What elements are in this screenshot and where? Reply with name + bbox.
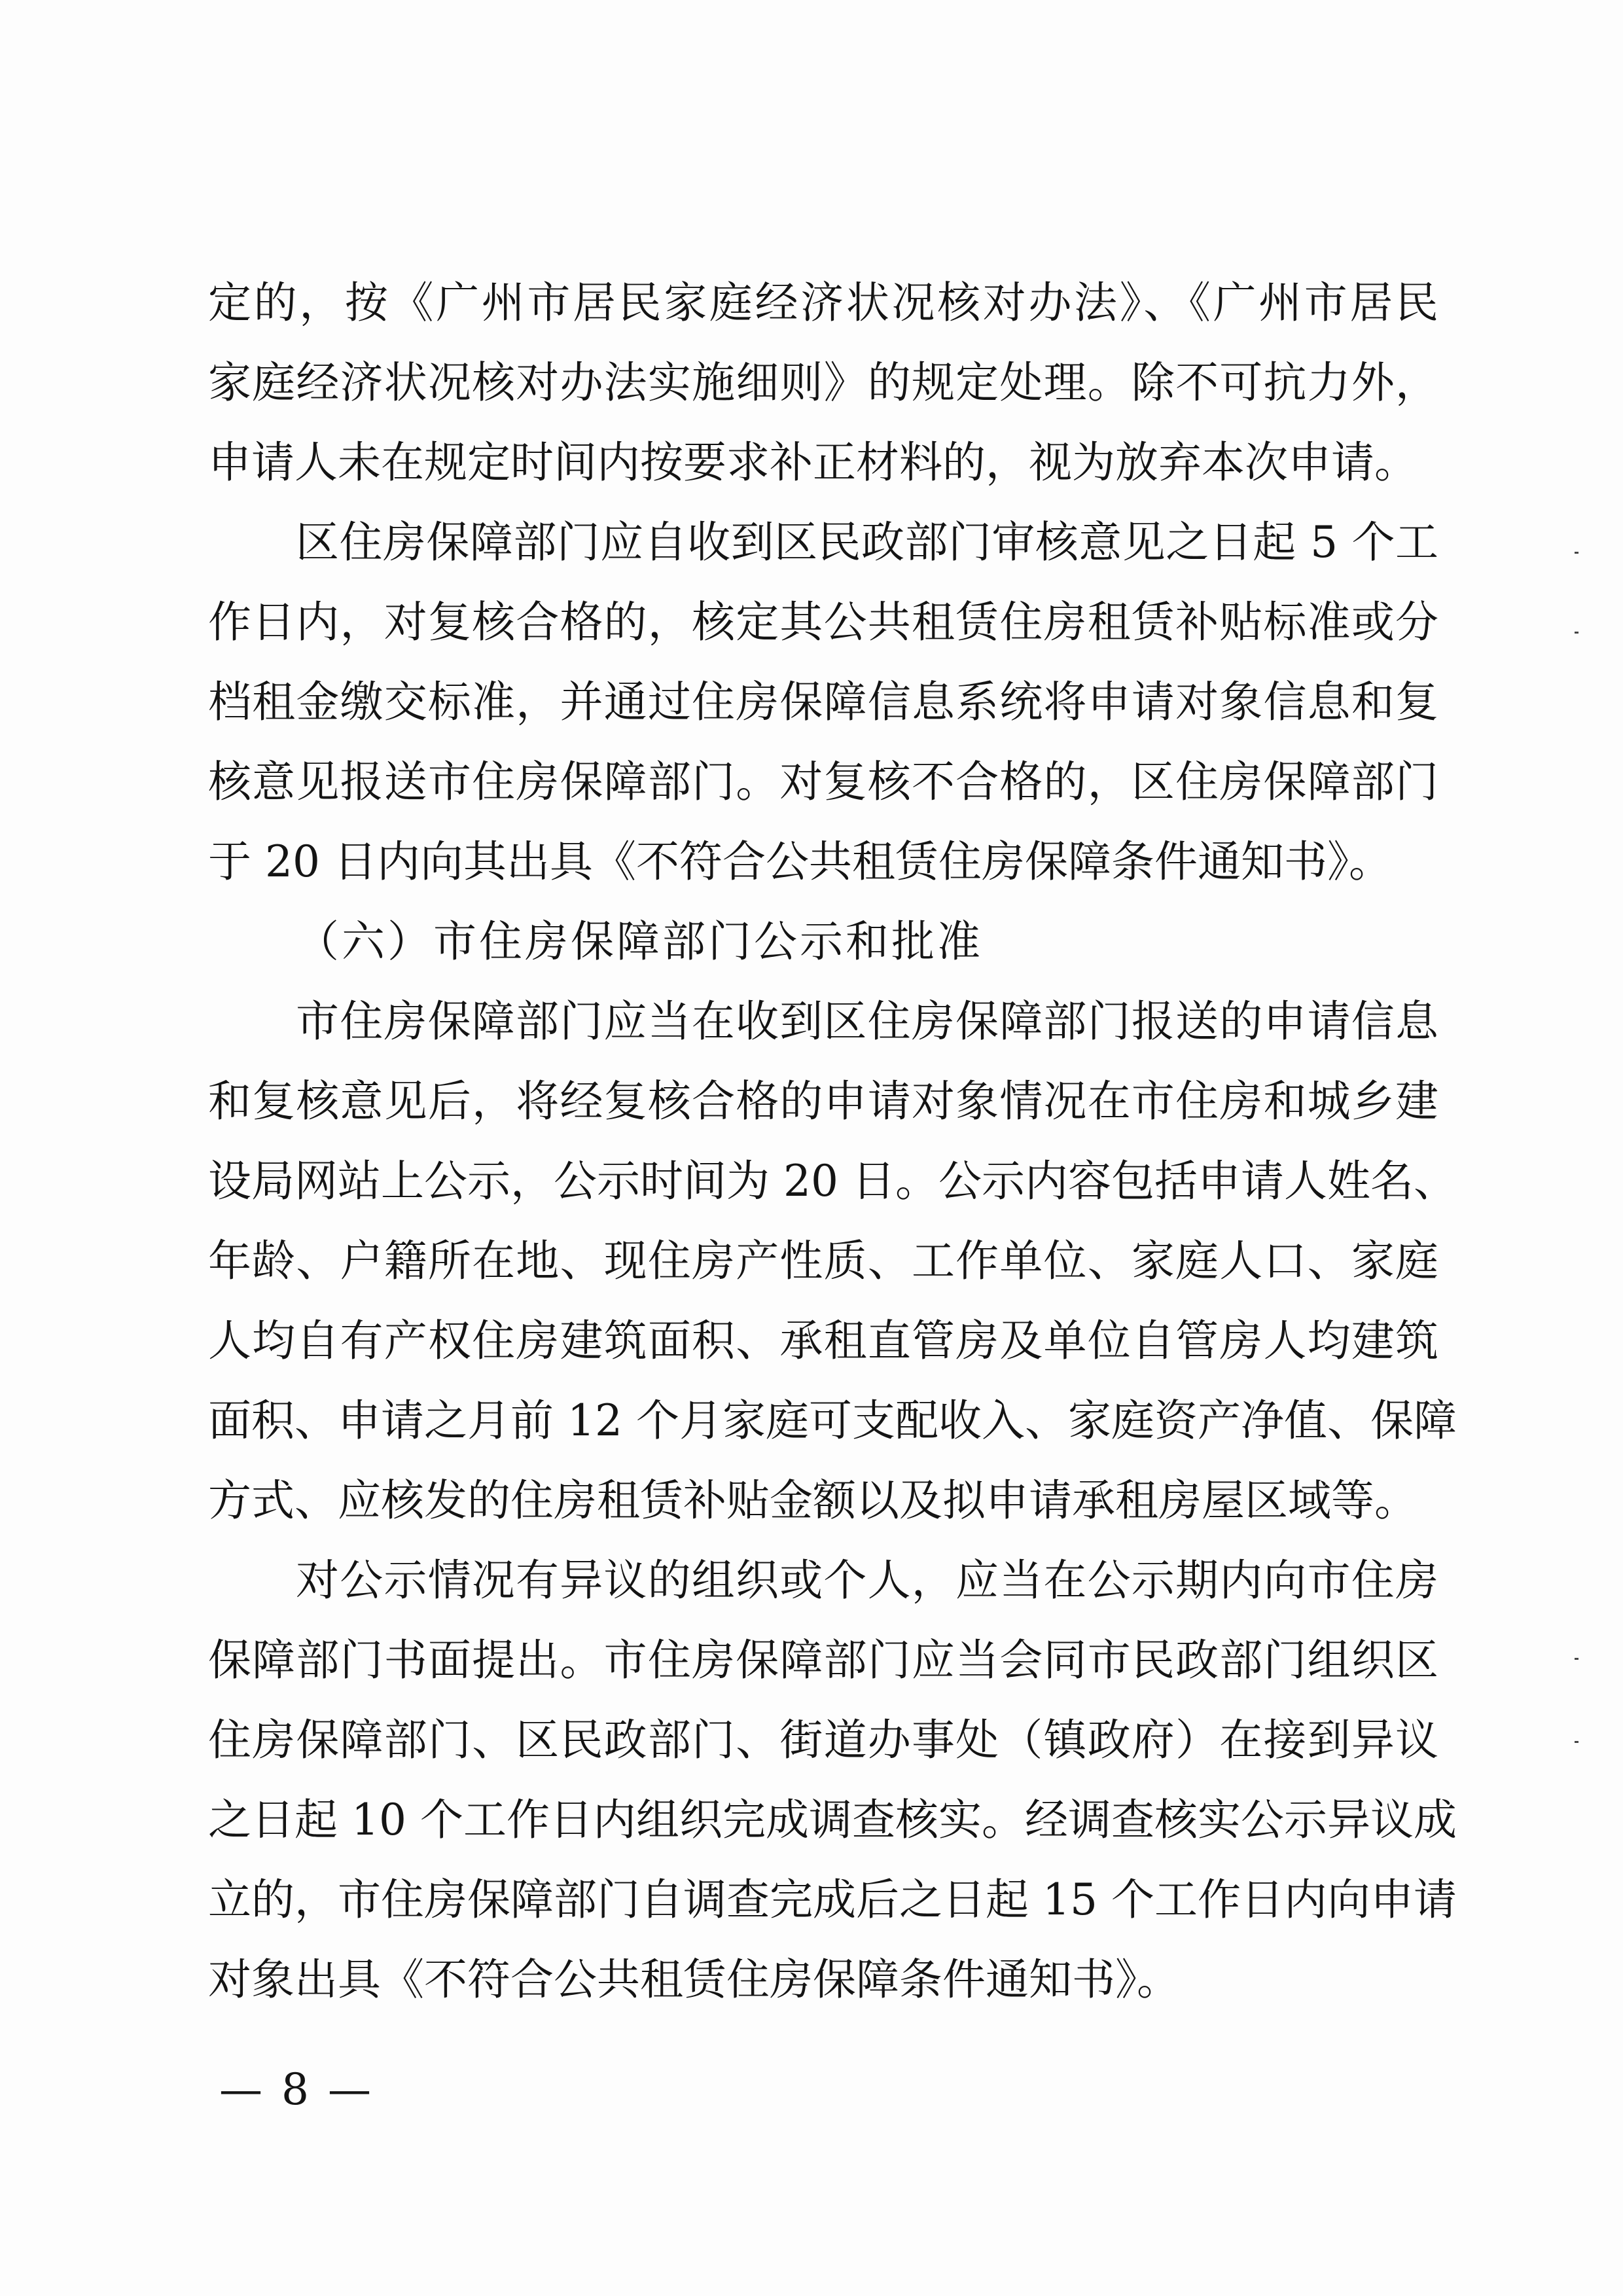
- margin-mark: [1575, 552, 1578, 554]
- paragraph-line: 立的，市住房保障部门自调查完成后之日起 15 个工作日内向申请: [208, 1874, 1457, 1925]
- paragraph-line: 市住房保障部门应当在收到区住房保障部门报送的申请信息: [296, 996, 1438, 1047]
- page-number: — 8 —: [219, 2064, 374, 2115]
- paragraph-line: 和复核意见后，将经复核合格的申请对象情况在市住房和城乡建: [208, 1076, 1438, 1126]
- paragraph-line: 年龄、户籍所在地、现住房产性质、工作单位、家庭人口、家庭: [208, 1236, 1438, 1286]
- paragraph-line: 面积、申请之月前 12 个月家庭可支配收入、家庭资产净值、保障: [208, 1395, 1457, 1446]
- paragraph-line: 申请人未在规定时间内按要求补正材料的，视为放弃本次申请。: [208, 437, 1418, 488]
- paragraph-line: 档租金缴交标准，并通过住房保障信息系统将申请对象信息和复: [208, 677, 1438, 727]
- paragraph-line: 方式、应核发的住房租赁补贴金额以及拟申请承租房屋区域等。: [208, 1475, 1418, 1526]
- paragraph-line: 住房保障部门、区民政部门、街道办事处（镇政府）在接到异议: [208, 1715, 1438, 1765]
- paragraph-line: 之日起 10 个工作日内组织完成调查核实。经调查核实公示异议成: [208, 1795, 1457, 1845]
- paragraph-line: 人均自有产权住房建筑面积、承租直管房及单位自管房人均建筑: [208, 1316, 1438, 1366]
- margin-mark: [1575, 1741, 1578, 1743]
- section-heading: （六）市住房保障部门公示和批准: [296, 916, 983, 967]
- margin-mark: [1575, 1658, 1578, 1660]
- paragraph-line: 家庭经济状况核对办法实施细则》的规定处理。除不可抗力外，: [208, 357, 1438, 408]
- paragraph-line: 作日内，对复核合格的，核定其公共租赁住房租赁补贴标准或分: [208, 597, 1438, 647]
- paragraph-line: 对象出具《不符合公共租赁住房保障条件通知书》。: [208, 1954, 1180, 2005]
- paragraph-line: 于 20 日内向其出具《不符合公共租赁住房保障条件通知书》。: [208, 836, 1392, 887]
- paragraph-line: 对公示情况有异议的组织或个人，应当在公示期内向市住房: [296, 1555, 1438, 1605]
- paragraph-line: 设局网站上公示，公示时间为 20 日。公示内容包括申请人姓名、: [208, 1156, 1457, 1206]
- paragraph-line: 定的，按《广州市居民家庭经济状况核对办法》、《广州市居民: [208, 278, 1438, 328]
- paragraph-line: 保障部门书面提出。市住房保障部门应当会同市民政部门组织区: [208, 1635, 1438, 1685]
- paragraph-line: 核意见报送市住房保障部门。对复核不合格的，区住房保障部门: [208, 757, 1438, 807]
- paragraph-line: 区住房保障部门应自收到区民政部门审核意见之日起 5 个工: [296, 517, 1438, 567]
- margin-mark: [1575, 632, 1578, 634]
